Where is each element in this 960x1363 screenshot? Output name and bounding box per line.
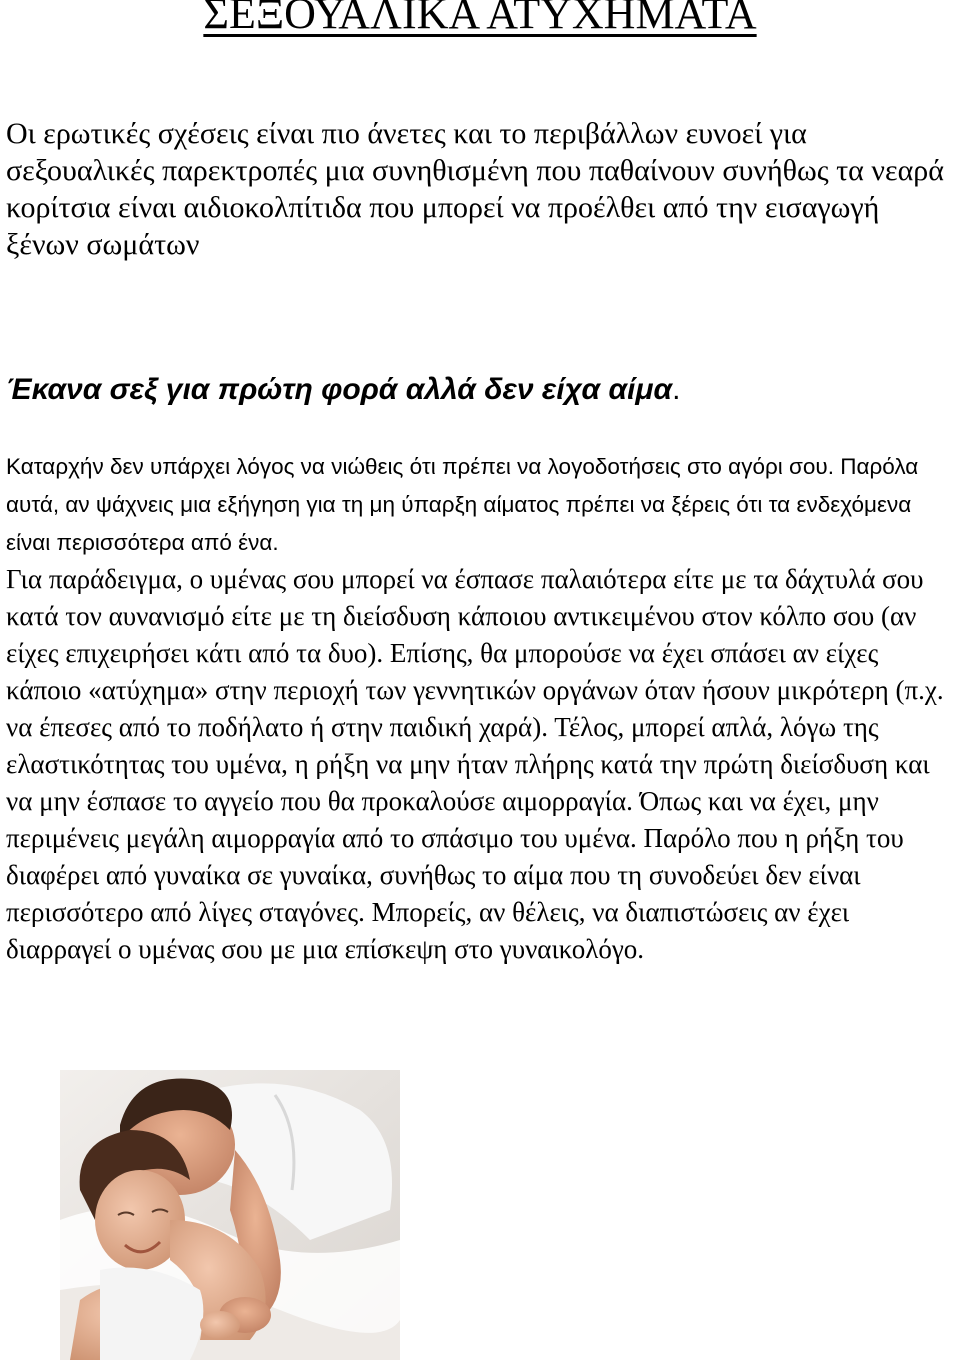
couple-photo-illustration xyxy=(60,1070,400,1360)
answer-paragraph-main: Για παράδειγμα, ο υμένας σου μπορεί να έσπασε παλαιότερα είτε με τα δάχτυλά σου κατά τον αυνανισμό είτε με τη διείσδυση κάποιου αντικειμένου στον κόλπο σου (αν είχες επιχειρήσει κάτι από τα δυο). Επίσης, θα μπορούσε να έχει σπάσει αν είχες κάποιο «ατύχημα» στην περιοχή των γεννητικών οργάνων όταν ήσουν μικρότερη (π.χ. να έπεσες από το ποδήλατο ή στην παιδική χαρά). Τέλος, μπορεί απλά, λόγω της ελαστικότητας του υμένα, η ρήξη να μην ήταν πλήρης κατά την πρώτη διείσδυση και να μην έσπασε το αγγείο που θα προκαλούσε αιμορραγία. Όπως και να έχει, μην περιμένεις μεγάλη αιμορραγία από το σπάσιμο του υμένα. Παρόλο που η ρήξη του διαφέρει από γυναίκα σε γυναίκα, συνήθως το αίμα που τη συνοδεύει δεν είναι περισσότερο από λίγες σταγόνες. Μπορείς, αν θέλεις, να διαπιστώσεις αν έχει διαρραγεί ο υμένας σου με μια επίσκεψη στο γυναικολόγο. xyxy=(6,564,944,964)
intro-paragraph: Οι ερωτικές σχέσεις είναι πιο άνετες και το περιβάλλων ευνοεί για σεξουαλικές παρεκτροπές μια συνηθισμένη που παθαίνουν συνήθως τα νεαρά κορίτσια είναι αιδιοκολπίτιδα που μπορεί να προέλθει από την εισαγωγή ξένων σωμάτων xyxy=(6,117,944,261)
couple-photo xyxy=(60,1070,400,1360)
question-heading-text: Έκανα σεξ για πρώτη φορά αλλά δεν είχα αίμα xyxy=(6,373,673,406)
page-title-text: ΣΕΞΟΥΑΛΙΚΑ ΑΤΥΧΗΜΑΤΑ xyxy=(203,0,757,38)
answer-paragraph-intro: Καταρχήν δεν υπάρχει λόγος να νιώθεις ότι πρέπει να λογοδοτήσεις στο αγόρι σου. Παρόλα αυτά, αν ψάχνεις μια εξήγηση για τη μη ύπαρξη αίματος πρέπει να ξέρεις ότι τα ενδεχόμενα είναι περισσότερα από ένα. xyxy=(6,454,919,555)
page-title xyxy=(0,0,960,42)
question-heading xyxy=(6,368,956,412)
question-heading-terminator: . xyxy=(672,373,681,406)
